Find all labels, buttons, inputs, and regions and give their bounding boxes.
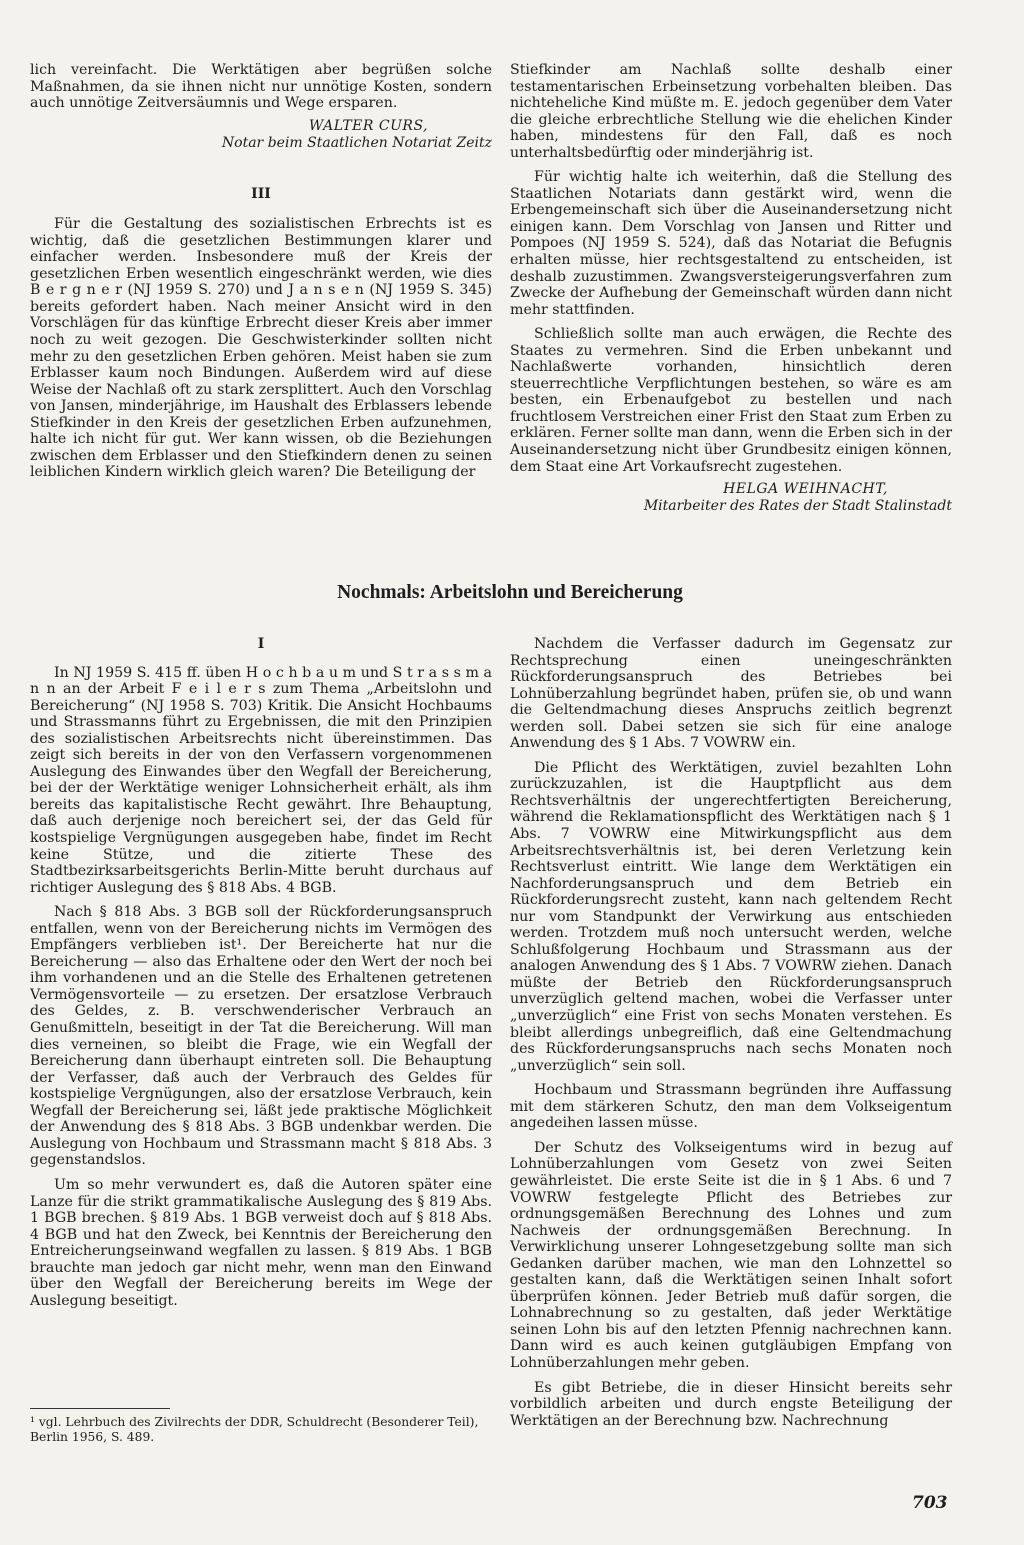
section-paragraph: Für die Gestaltung des sozialistischen Erbrechts ist es wichtig, daß die gesetzlichen Bestimmungen klarer und einfacher werden. Insbesondere muß der Kreis der gesetzlichen Erben wesentlich eingeschränkt werden, wie dies B e r g n e r (NJ 1959 S. 270) und J a n s e n (NJ 1959 S. 345) bereits gefordert haben. Nach meiner Ansicht wird in den Vorschlägen für das künftige Erbrecht dieser Kreis aber immer noch zu weit gezogen. Die Geschwisterkinder sollten nicht mehr zu den gesetzlichen Erben gehören. Meist haben sie zum Erblasser kaum noch Bindungen. Außerdem wird auf diese Weise der Nachlaß oft zu stark zersplittert. Auch den Vorschlag von Jansen, minderjährige, im Haushalt des Erblassers lebende Stiefkinder in den Kreis der gesetzlichen Erben aufzunehmen, halte ich nicht für gut. Wer kann wissen, ob die Beziehungen zwischen dem Erblasser und den Stiefkindern denen zu seinen leiblichen Kindern wirklich gleich waren? Die Beteiligung der bbox=[30, 216, 492, 481]
author-role: Notar beim Staatlichen Notariat Zeitz bbox=[221, 134, 492, 151]
paragraph: Es gibt Betriebe, die in dieser Hinsicht bereits sehr vorbildlich arbeiten und durch engste Beteiligung der Werktätigen an der Berechnung bzw. Nachrechnung bbox=[510, 1379, 952, 1429]
paragraph: Um so mehr verwundert es, daß die Autoren später eine Lanze für die strikt grammatikalische Auslegung des § 819 Abs. 1 BGB brechen. § 819 Abs. 1 BGB verweist doch auf § 818 Abs. 4 BGB und hat den Zweck, bei Kenntnis der Bereicherung den Entreicherungseinwand wegfallen zu lassen. § 819 Abs. 1 BGB brauchte man jedoch gar nicht mehr, wenn man den Einwand über den Wegfall der Bereicherung bereits im Wege der Auslegung beseitigt. bbox=[30, 1176, 492, 1309]
paragraph: Nach § 818 Abs. 3 BGB soll der Rückforderungsanspruch entfallen, wenn von der Bereicherung nichts im Vermögen des Empfängers verblieben ist¹. Der Bereicherte hat nur die Bereicherung — also das Erhaltene oder den Wert der noch bei ihm vorhandenen und an die Stelle des Erhaltenen getretenen Vermögensvorteile — zu ersetzen. Der ersatzlose Verbrauch des Geldes, z. B. verschwenderischer Verbrauch an Genußmitteln, beseitigt in der Tat die Bereicherung. Will man dies verneinen, so bleibt die Frage, wie ein Wegfall der Bereicherung dann überhaupt eintreten soll. Die Behauptung der Verfasser, daß auch der Verbrauch des Geldes für kostspielige Vergnügungen, also der ersatzlose Verbrauch, kein Wegfall der Bereicherung sei, läßt jede praktische Möglichkeit der Anwendung des § 818 Abs. 3 BGB undenkbar werden. Die Auslegung von Hochbaum und Strassmann macht § 818 Abs. 3 gegenstandslos. bbox=[30, 904, 492, 1169]
paragraph: Hochbaum und Strassmann begründen ihre Auffassung mit dem stärkeren Schutz, den man dem Volkseigentum angedeihen lassen müsse. bbox=[510, 1082, 952, 1132]
paragraph: In NJ 1959 S. 415 ff. üben H o c h b a u m und S t r a s s m a n n an der Arbeit F e i l e r s zum Thema „Arbeitslohn und Bereicherung“ (NJ 1958 S. 703) Kritik. Die Ansicht Hochbaums und Strassmanns führt zu Ergebnissen, die mit den Prinzipien des sozialistischen Arbeitsrechts nicht übereinstimmen. Das zeigt sich bereits in der von den Verfassern vorgenommenen Auslegung des Einwandes über den Wegfall der Bereicherung, bei der der Werktätige weniger Lohnsicherheit erhält, als ihm bereits das kapitalistische Recht gewährt. Ihre Behauptung, daß auch derjenige noch bereichert sei, der das Geld für kostspielige Vergnügungen ausgegeben habe, findet im Recht keine Stütze, und die zitierte These des Stadtbezirksarbeitsgerichts Berlin-Mitte beruht durchaus auf richtiger Auslegung des § 818 Abs. 4 BGB. bbox=[30, 664, 492, 896]
signature-walter-curs bbox=[30, 118, 492, 152]
section-number-i: I bbox=[257, 636, 265, 652]
author-role: Mitarbeiter des Rates der Stadt Stalinstadt bbox=[643, 498, 952, 515]
page-number: 703 bbox=[912, 1493, 948, 1513]
bottom-right-column bbox=[510, 636, 952, 1429]
paragraph: Schließlich sollte man auch erwägen, die Rechte des Staates zu vermehren. Sind die Erben unbekannt und Nachlaßwerte vorhanden, hinsichtlich deren steuerrechtliche Verpflichtungen bestehen, so wäre es am besten, ein Erbenaufgebot zu bestellen und nach fruchtlosem Verstreichen einer Frist den Staat zum Erben zu erklären. Ferner sollte man dann, wenn die Erben sich in der Auseinandersetzung nicht über Grundbesitz einigen können, dem Staat eine Art Vorkaufsrecht zugestehen. bbox=[510, 326, 952, 475]
paragraph: Der Schutz des Volkseigentums wird in bezug auf Lohnüberzahlungen vom Gesetz von zwei Seiten gewährleistet. Die erste Seite ist die in § 1 Abs. 6 und 7 VOWRW festgelegte Pflicht des Betriebes zur ordnungsgemäßen Berechnung des Lohnes und zum Nachweis der ordnungsgemäßen Berechnung. In Verwirklichung unserer Lohngesetzgebung sollte man sich Gedanken darüber machen, wie man den Lohnzettel so gestalten kann, daß die Werktätigen seinen Inhalt sofort überprüfen können. Jeder Betrieb muß dafür sorgen, die Lohnabrechnung so zu gestalten, daß jeder Werktätige seinen Lohn bis auf den letzten Pfennig nachrechnen kann. Dann wird es auch keinen gutgläubigen Empfang von Lohnüberzahlungen mehr geben. bbox=[510, 1139, 952, 1371]
paragraph: Stiefkinder am Nachlaß sollte deshalb einer testamentarischen Erbeinsetzung vorbehalten bleiben. Das nichteheliche Kind müßte m. E. jedoch gegenüber dem Vater die gleiche erbrechtliche Stellung wie die ehelichen Kinder haben, mindestens für den Fall, daß es noch unterhaltsbedürftig oder minderjährig ist. bbox=[510, 62, 952, 161]
paragraph: Für wichtig halte ich weiterhin, daß die Stellung des Staatlichen Notariats dann gestärkt wird, wenn die Erbengemeinschaft sich über die Auseinandersetzung nicht einigen kann. Dem Vorschlag von Jansen und Ritter und Pompoes (NJ 1959 S. 524), daß das Notariat die Befugnis erhalten müsse, hier rechtsgestaltend zu entscheiden, ist deshalb zuzustimmen. Zwangsversteigerungsverfahren zum Zwecke der Aufhebung der Gemeinschaft würden dann nicht mehr stattfinden. bbox=[510, 169, 952, 318]
signature-helga-weihnacht bbox=[510, 481, 952, 515]
top-right-column bbox=[510, 62, 952, 515]
intro-paragraph: lich vereinfacht. Die Werktätigen aber begrüßen solche Maßnahmen, da sie ihnen nicht nur unnötige Kosten, sondern auch unnötige Zeitversäumnis und Wege ersparen. bbox=[30, 62, 492, 112]
top-left-column bbox=[30, 62, 492, 481]
author-name: WALTER CURS, bbox=[308, 117, 428, 134]
author-name: HELGA WEIHNACHT, bbox=[723, 481, 888, 498]
article-headline: Nochmals: Arbeitslohn und Bereicherung bbox=[337, 582, 683, 603]
section-number-iii: III bbox=[251, 185, 271, 202]
paragraph: Nachdem die Verfasser dadurch im Gegensatz zur Rechtsprechung einen uneingeschränkten Rückforderungsanspruch des Betriebes bei Lohnüberzahlung begründet haben, prüfen sie, ob und wann die Geltendmachung dieses Anspruchs zeitlich begrenzt werden soll. Dabei setzen sie sich für eine analoge Anwendung des § 1 Abs. 7 VOWRW ein. bbox=[510, 636, 952, 752]
bottom-left-column bbox=[30, 636, 492, 1309]
footnote-text: ¹ vgl. Lehrbuch des Zivilrechts der DDR, Schuldrecht (Besonderer Teil), Berlin 1956, S. 489. bbox=[30, 1415, 479, 1444]
paragraph: Die Pflicht des Werktätigen, zuviel bezahlten Lohn zurückzuzahlen, ist die Hauptpflicht aus dem Rechtsverhältnis der ungerechtfertigten Bereicherung, während die Reklamationspflicht des Werktätigen nach § 1 Abs. 7 VOWRW eine Mitwirkungspflicht aus dem Arbeitsrechtsverhältnis ist, bei deren Verletzung kein Rechtsverlust eintritt. Wie lange dem Werktätigen ein Nachforderungsanspruch und dem Betrieb ein Rückforderungsrecht zusteht, kann nach geltendem Recht nur vom Standpunkt der Verwirkung aus entschieden werden. Trotzdem muß noch untersucht werden, welche Schlußfolgerung Hochbaum und Strassmann aus der analogen Anwendung des § 1 Abs. 7 VOWRW ziehen. Danach müßte der Betrieb den Rückforderungsanspruch unverzüglich geltend machen, wobei die Verfasser unter „unverzüglich“ eine Frist von sechs Monaten verstehen. Es bleibt allerdings unbegreiflich, daß eine Geltendmachung des Rückforderungsanspruchs nach sechs Monaten noch „unverzüglich“ sein soll. bbox=[510, 759, 952, 1074]
footnote-divider bbox=[30, 1408, 170, 1409]
footnote bbox=[30, 1408, 492, 1445]
